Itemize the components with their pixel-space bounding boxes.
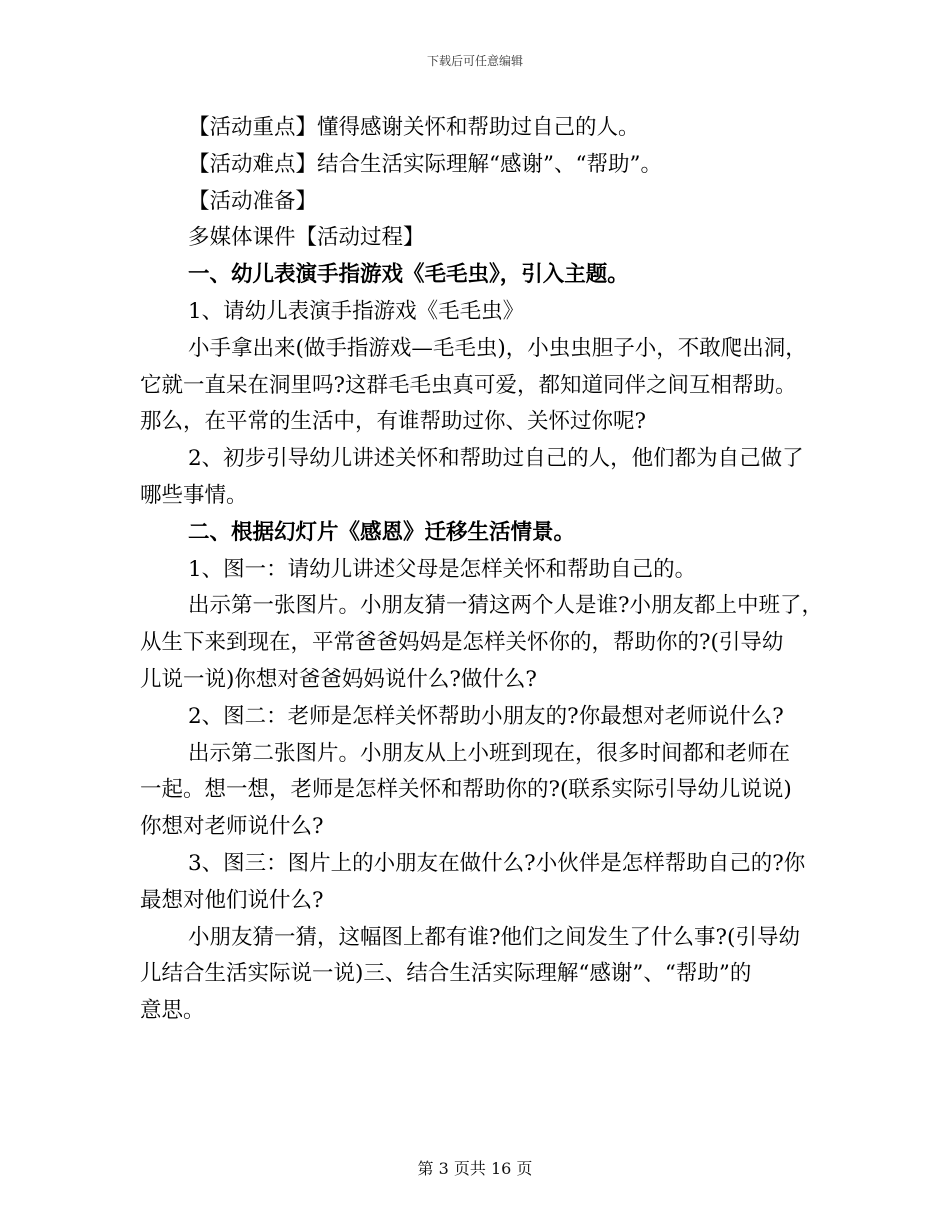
paragraph-line: 那么，在平常的生活中，有谁帮助过你、关怀过你呢? [140, 409, 647, 435]
page-footer: 第 3 页共 16 页 [417, 1159, 533, 1178]
preparation-heading: 【活动准备】 [188, 188, 318, 214]
paragraph-line: 出示第二张图片。小朋友从上小班到现在，很多时间都和老师在 [188, 740, 791, 766]
paragraph-line: 儿说一说)你想对爸爸妈妈说什么?做什么? [140, 666, 537, 692]
step-2-2: 2、图二：老师是怎样关怀帮助小朋友的?你最想对老师说什么? [188, 703, 784, 729]
document-body [140, 110, 824, 1030]
paragraph-line: 一起。想一想，老师是怎样关怀和帮助你的?(联系实际引导幼儿说说) [140, 777, 792, 803]
paragraph-line: 意思。 [140, 998, 205, 1024]
section-heading-1: 一、幼儿表演手指游戏《毛毛虫》，引入主题。 [188, 262, 629, 288]
key-point-line: 【活动重点】懂得感谢关怀和帮助过自己的人。 [188, 115, 640, 140]
page-header: 下载后可任意编辑 [426, 54, 523, 68]
paragraph-line: 哪些事情。 [140, 482, 248, 508]
paragraph-line: 从生下来到现在，平常爸爸妈妈是怎样关怀你的，帮助你的?(引导幼 [140, 630, 784, 656]
paragraph-line: 你想对老师说什么? [140, 814, 324, 840]
step-1-1: 1、请幼儿表演手指游戏《毛毛虫》 [188, 298, 525, 324]
paragraph-line: 小手拿出来(做手指游戏—毛毛虫)，小虫虫胆子小，不敢爬出洞， [188, 335, 807, 361]
difficulty-line: 【活动难点】结合生活实际理解“感谢”、“帮助”。 [188, 151, 662, 177]
step-1-2: 2、初步引导幼儿讲述关怀和帮助过自己的人，他们都为自己做了 [188, 446, 804, 472]
paragraph-line: 儿结合生活实际说一说)三、结合生活实际理解“感谢”、“帮助”的 [140, 961, 752, 987]
paragraph-line: 出示第一张图片。小朋友猜一猜这两个人是谁?小朋友都上中班了， [188, 593, 824, 619]
paragraph-line: 它就一直呆在洞里吗?这群毛毛虫真可爱，都知道同伴之间互相帮助。 [140, 372, 797, 398]
step-2-3: 3、图三：图片上的小朋友在做什么?小伙伴是怎样帮助自己的?你 [188, 850, 806, 876]
materials-line: 多媒体课件【活动过程】 [188, 225, 425, 251]
step-2-1: 1、图一：请幼儿讲述父母是怎样关怀和帮助自己的。 [188, 556, 697, 582]
section-heading-2: 二、根据幻灯片《感恩》迁移生活情景。 [188, 519, 576, 545]
paragraph-line: 小朋友猜一猜，这幅图上都有谁?他们之间发生了什么事?(引导幼 [188, 924, 800, 950]
paragraph-line: 最想对他们说什么? [140, 887, 324, 913]
